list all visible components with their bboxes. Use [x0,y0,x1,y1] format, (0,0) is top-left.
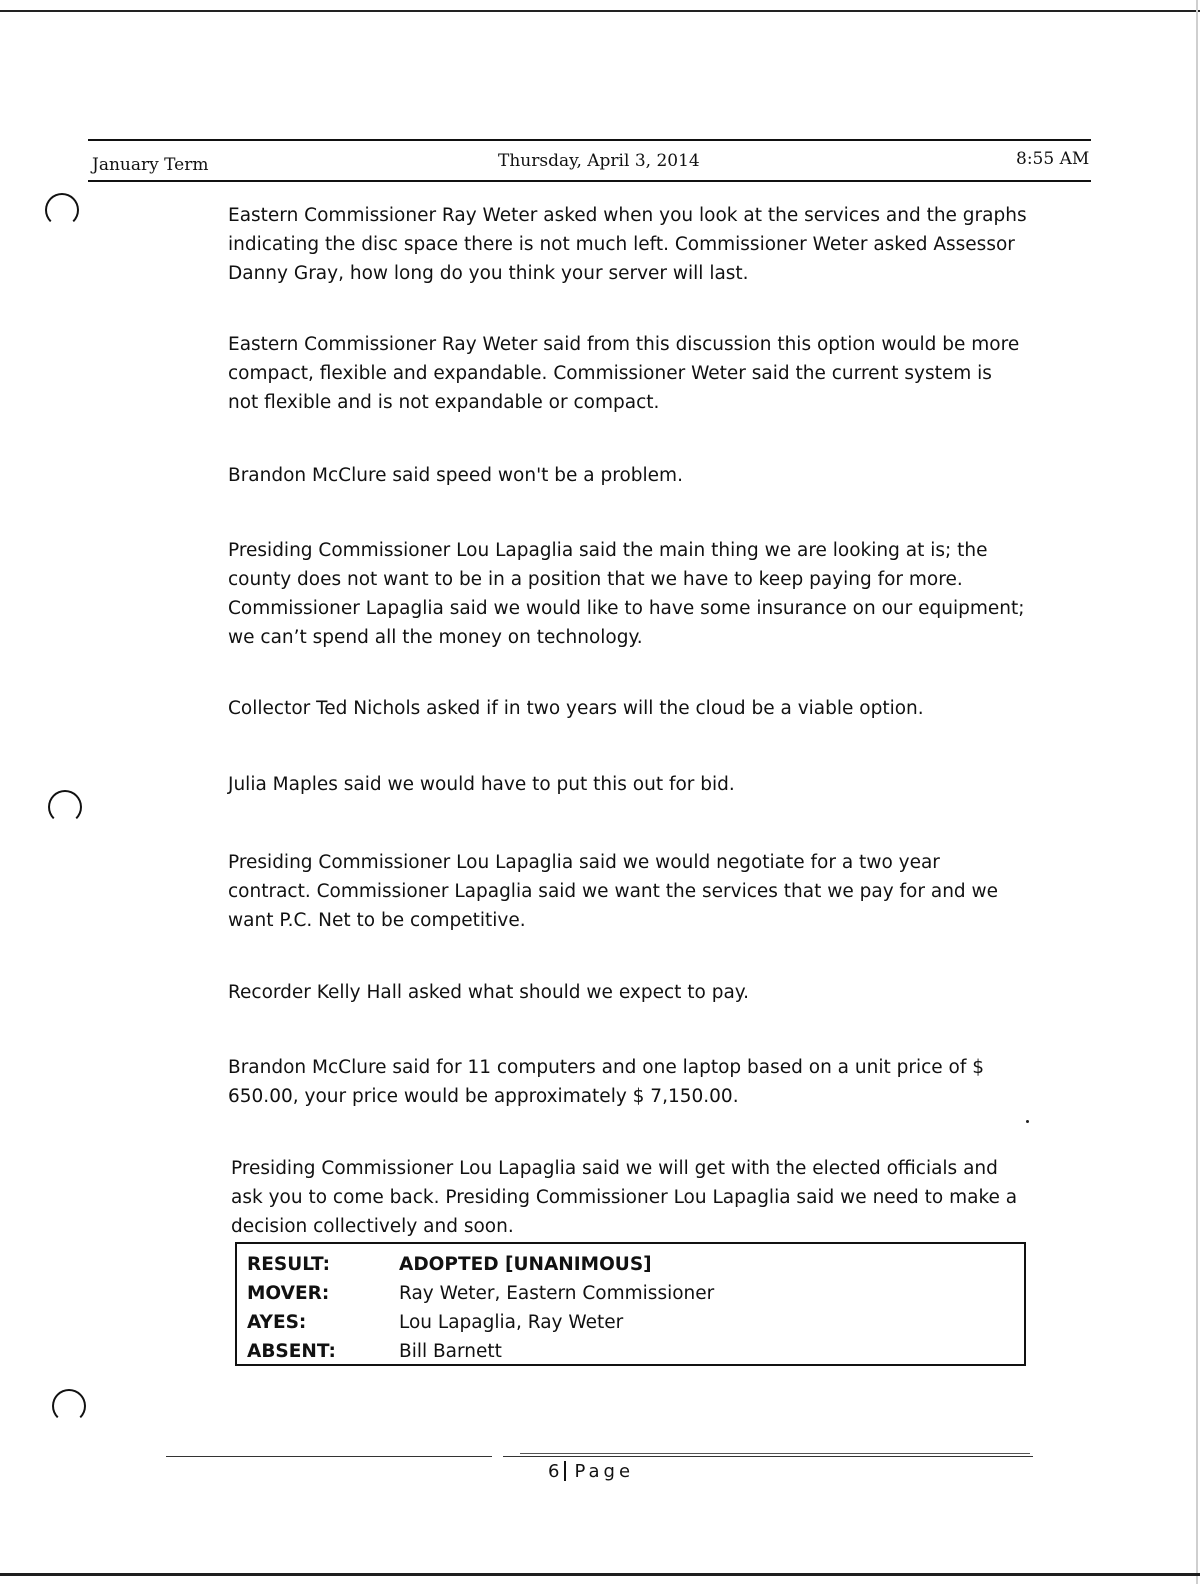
minutes-paragraph: Recorder Kelly Hall asked what should we expect to pay. [228,982,749,1003]
minutes-paragraph: Julia Maples said we would have to put this out for bid. [228,774,735,795]
vote-result-label: RESULT: [247,1254,330,1275]
header-term: January Term [92,155,209,175]
minutes-paragraph: Presiding Commissioner Lou Lapaglia said we would negotiate for a two year contract. Commissioner Lapaglia said we want the services that we pay for and we want P.C. Net to be competitive. [228,852,999,931]
punch-hole-icon [52,1389,86,1423]
minutes-paragraph: Presiding Commissioner Lou Lapaglia said the main thing we are looking at is; the county does not want to be in a position that we have to keep paying for more. Commissioner Lapaglia said we would like to have some insurance on our equipment; we can’t spend all the money on technology. [228,540,1025,648]
header-time: 8:55 AM [1016,149,1090,169]
minutes-paragraph: Eastern Commissioner Ray Weter said from this discussion this option would be more compact, flexible and expandable. Commissioner Weter said the current system is not flexible and is not expandable or compact. [228,334,1020,413]
punch-hole-icon [48,790,82,824]
scan-top-edge-line [0,10,1200,12]
page-separator [564,1461,566,1481]
minutes-paragraph: Presiding Commissioner Lou Lapaglia said we will get with the elected officials and ask you to come back. Presiding Commissioner Lou Lapaglia said we need to make a decision collectively and soon. [231,1158,1018,1237]
page-footer [548,1461,634,1482]
vote-mover-value: Ray Weter, Eastern Commissioner [399,1283,715,1304]
footer-rule [166,1456,492,1457]
minutes-paragraph: Brandon McClure said speed won't be a problem. [228,465,683,486]
scan-speck [1026,1120,1029,1123]
vote-absent-value: Bill Barnett [399,1341,502,1362]
minutes-paragraph: Brandon McClure said for 11 computers and one laptop based on a unit price of $ 650.00, your price would be approximately $ 7,150.00. [228,1057,985,1107]
minutes-paragraph: Eastern Commissioner Ray Weter asked when you look at the services and the graphs indicating the disc space there is not much left. Commissioner Weter asked Assessor Danny Gray, how long do you think your server will last. [228,205,1027,284]
header-top-rule [88,139,1091,141]
vote-ayes-value: Lou Lapaglia, Ray Weter [399,1312,624,1333]
vote-result-value: ADOPTED [UNANIMOUS] [399,1254,652,1275]
header-date: Thursday, April 3, 2014 [498,151,700,171]
page-word: Page [574,1461,635,1482]
scan-bottom-edge-line [0,1573,1200,1576]
minutes-paragraph: Collector Ted Nichols asked if in two years will the cloud be a viable option. [228,698,924,719]
vote-mover-label: MOVER: [247,1283,330,1304]
header-bottom-rule [88,180,1091,182]
footer-rule [503,1456,1033,1457]
vote-absent-label: ABSENT: [247,1341,336,1362]
footer-rule [520,1453,1030,1454]
page-number: 6 [548,1461,560,1482]
scan-right-edge [1196,0,1198,1584]
punch-hole-icon [45,193,79,227]
vote-result-box [235,1242,1026,1366]
vote-ayes-label: AYES: [247,1312,307,1333]
